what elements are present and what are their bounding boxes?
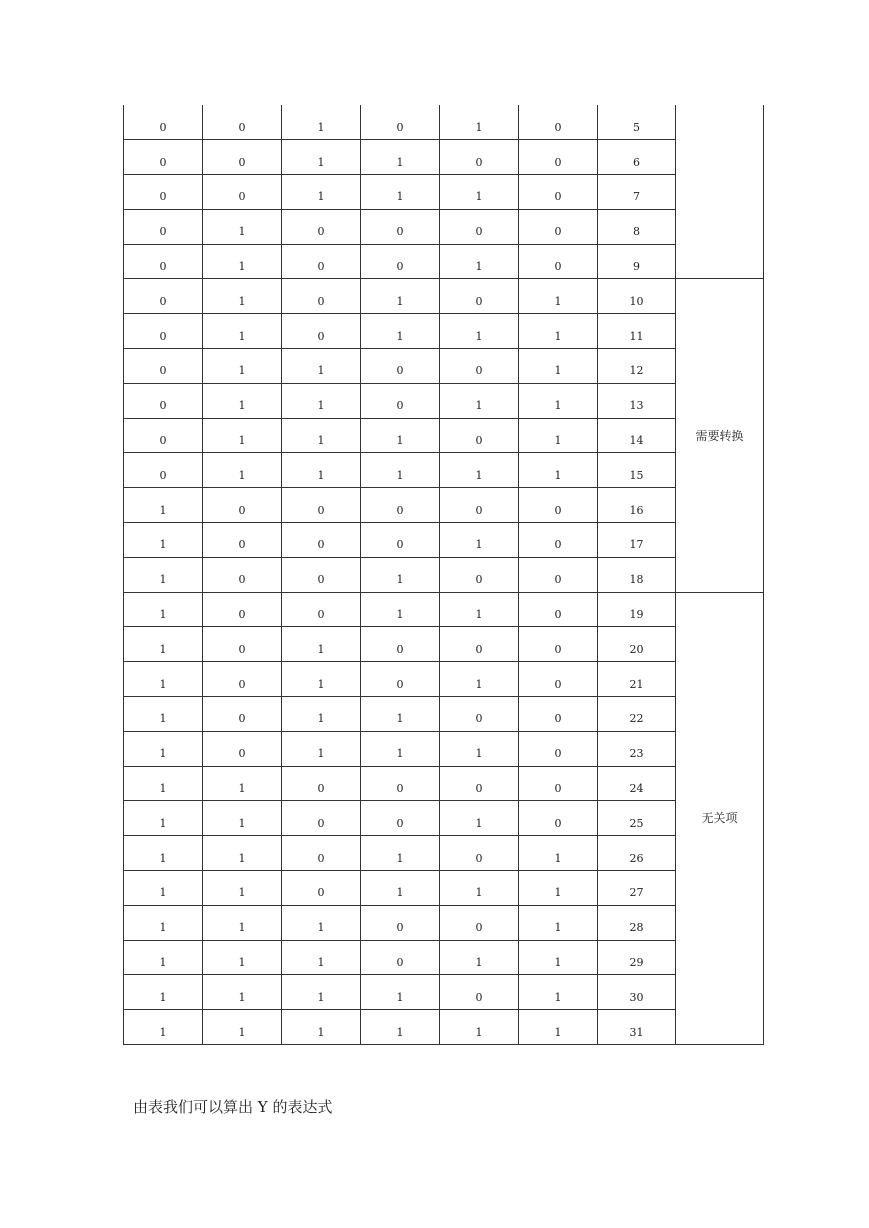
group-label-cell: 需要转换 xyxy=(676,279,764,592)
bit-cell: 0 xyxy=(203,140,282,175)
bit-cell: 1 xyxy=(203,766,282,801)
bit-cell: 0 xyxy=(282,592,361,627)
bit-cell: 0 xyxy=(282,836,361,871)
index-cell: 14 xyxy=(598,418,676,453)
bit-cell: 1 xyxy=(203,940,282,975)
table-body xyxy=(124,105,764,1045)
bit-cell: 1 xyxy=(519,905,598,940)
bit-cell: 0 xyxy=(203,662,282,697)
bit-cell: 0 xyxy=(124,279,203,314)
bit-cell: 1 xyxy=(124,627,203,662)
bit-cell: 0 xyxy=(361,940,440,975)
table-row xyxy=(124,975,764,1010)
table-row xyxy=(124,697,764,732)
bit-cell: 1 xyxy=(361,175,440,210)
bit-cell: 1 xyxy=(519,314,598,349)
bit-cell: 1 xyxy=(282,905,361,940)
bit-cell: 0 xyxy=(124,383,203,418)
index-cell: 26 xyxy=(598,836,676,871)
bit-cell: 1 xyxy=(203,279,282,314)
bit-cell: 1 xyxy=(124,871,203,906)
index-cell: 11 xyxy=(598,314,676,349)
bit-cell: 1 xyxy=(440,105,519,140)
bit-cell: 1 xyxy=(282,349,361,384)
bit-cell: 0 xyxy=(361,244,440,279)
table-row xyxy=(124,801,764,836)
bit-cell: 1 xyxy=(203,209,282,244)
index-cell: 27 xyxy=(598,871,676,906)
index-cell: 7 xyxy=(598,175,676,210)
bit-cell: 1 xyxy=(440,383,519,418)
index-cell: 20 xyxy=(598,627,676,662)
bit-cell: 0 xyxy=(124,244,203,279)
bit-cell: 1 xyxy=(519,383,598,418)
bit-cell: 1 xyxy=(519,349,598,384)
bit-cell: 1 xyxy=(124,801,203,836)
bit-cell: 0 xyxy=(361,627,440,662)
bit-cell: 0 xyxy=(282,766,361,801)
bit-cell: 0 xyxy=(519,662,598,697)
table-row xyxy=(124,488,764,523)
bit-cell: 1 xyxy=(361,279,440,314)
bit-cell: 0 xyxy=(203,175,282,210)
table-row xyxy=(124,418,764,453)
bit-cell: 1 xyxy=(519,836,598,871)
bit-cell: 1 xyxy=(203,314,282,349)
footer-paragraph: 由表我们可以算出 Y 的表达式 xyxy=(133,1098,333,1116)
bit-cell: 0 xyxy=(440,627,519,662)
index-cell: 5 xyxy=(598,105,676,140)
bit-cell: 1 xyxy=(124,592,203,627)
bit-cell: 1 xyxy=(124,697,203,732)
bit-cell: 1 xyxy=(440,592,519,627)
index-cell: 31 xyxy=(598,1010,676,1045)
bit-cell: 1 xyxy=(361,1010,440,1045)
bit-cell: 0 xyxy=(519,244,598,279)
table-row xyxy=(124,662,764,697)
table-row xyxy=(124,871,764,906)
bit-cell: 1 xyxy=(282,697,361,732)
bit-cell: 1 xyxy=(203,453,282,488)
bit-cell: 0 xyxy=(203,523,282,558)
table-row xyxy=(124,731,764,766)
bit-cell: 0 xyxy=(203,488,282,523)
bit-cell: 0 xyxy=(440,279,519,314)
bit-cell: 0 xyxy=(440,349,519,384)
bit-cell: 1 xyxy=(282,731,361,766)
index-cell: 23 xyxy=(598,731,676,766)
bit-cell: 1 xyxy=(519,975,598,1010)
bit-cell: 1 xyxy=(124,940,203,975)
bit-cell: 0 xyxy=(440,697,519,732)
bit-cell: 1 xyxy=(203,905,282,940)
bit-cell: 0 xyxy=(440,418,519,453)
bit-cell: 0 xyxy=(361,383,440,418)
bit-cell: 0 xyxy=(124,105,203,140)
bit-cell: 1 xyxy=(361,557,440,592)
bit-cell: 1 xyxy=(361,140,440,175)
table-row xyxy=(124,905,764,940)
bit-cell: 1 xyxy=(203,1010,282,1045)
bit-cell: 1 xyxy=(282,175,361,210)
bit-cell: 0 xyxy=(440,209,519,244)
index-cell: 15 xyxy=(598,453,676,488)
table-row xyxy=(124,175,764,210)
bit-cell: 1 xyxy=(519,940,598,975)
index-cell: 22 xyxy=(598,697,676,732)
bit-cell: 1 xyxy=(203,871,282,906)
bit-cell: 0 xyxy=(124,140,203,175)
index-cell: 21 xyxy=(598,662,676,697)
bit-cell: 1 xyxy=(519,1010,598,1045)
bit-cell: 1 xyxy=(282,418,361,453)
bit-cell: 0 xyxy=(282,871,361,906)
bit-cell: 1 xyxy=(440,871,519,906)
bit-cell: 0 xyxy=(361,209,440,244)
bit-cell: 0 xyxy=(519,175,598,210)
bit-cell: 0 xyxy=(519,140,598,175)
index-cell: 28 xyxy=(598,905,676,940)
bit-cell: 1 xyxy=(440,662,519,697)
bit-cell: 1 xyxy=(282,1010,361,1045)
bit-cell: 1 xyxy=(361,592,440,627)
bit-cell: 0 xyxy=(519,697,598,732)
bit-cell: 1 xyxy=(203,349,282,384)
table-row xyxy=(124,244,764,279)
table-row xyxy=(124,592,764,627)
bit-cell: 1 xyxy=(124,836,203,871)
bit-cell: 0 xyxy=(124,175,203,210)
bit-cell: 0 xyxy=(440,905,519,940)
bit-cell: 0 xyxy=(282,244,361,279)
index-cell: 10 xyxy=(598,279,676,314)
bit-cell: 0 xyxy=(440,766,519,801)
bit-cell: 0 xyxy=(282,279,361,314)
bit-cell: 1 xyxy=(124,905,203,940)
bit-cell: 1 xyxy=(203,418,282,453)
bit-cell: 1 xyxy=(282,662,361,697)
table-row xyxy=(124,383,764,418)
bit-cell: 0 xyxy=(440,488,519,523)
bit-cell: 0 xyxy=(282,314,361,349)
index-cell: 17 xyxy=(598,523,676,558)
table-row xyxy=(124,314,764,349)
table-row xyxy=(124,836,764,871)
bit-cell: 0 xyxy=(361,105,440,140)
bit-cell: 0 xyxy=(124,209,203,244)
table-row xyxy=(124,349,764,384)
bit-cell: 1 xyxy=(361,453,440,488)
bit-cell: 0 xyxy=(519,766,598,801)
bit-cell: 1 xyxy=(282,140,361,175)
bit-cell: 0 xyxy=(282,523,361,558)
bit-cell: 0 xyxy=(519,801,598,836)
bit-cell: 1 xyxy=(440,244,519,279)
bit-cell: 1 xyxy=(519,871,598,906)
bit-cell: 1 xyxy=(361,697,440,732)
bit-cell: 1 xyxy=(361,836,440,871)
table-row xyxy=(124,557,764,592)
bit-cell: 1 xyxy=(203,836,282,871)
bit-cell: 0 xyxy=(519,523,598,558)
index-cell: 24 xyxy=(598,766,676,801)
bit-cell: 1 xyxy=(282,105,361,140)
table-row xyxy=(124,523,764,558)
bit-cell: 1 xyxy=(124,1010,203,1045)
bit-cell: 1 xyxy=(282,940,361,975)
table-row xyxy=(124,940,764,975)
table-row xyxy=(124,140,764,175)
bit-cell: 0 xyxy=(361,488,440,523)
bit-cell: 0 xyxy=(124,418,203,453)
bit-cell: 1 xyxy=(361,871,440,906)
bit-cell: 1 xyxy=(519,279,598,314)
index-cell: 9 xyxy=(598,244,676,279)
bit-cell: 0 xyxy=(361,349,440,384)
bit-cell: 0 xyxy=(124,314,203,349)
bit-cell: 0 xyxy=(440,975,519,1010)
bit-cell: 1 xyxy=(203,801,282,836)
table-row xyxy=(124,1010,764,1045)
index-cell: 12 xyxy=(598,349,676,384)
bit-cell: 1 xyxy=(124,731,203,766)
index-cell: 8 xyxy=(598,209,676,244)
bit-cell: 1 xyxy=(124,557,203,592)
bit-cell: 0 xyxy=(203,731,282,766)
bit-cell: 0 xyxy=(519,105,598,140)
bit-cell: 1 xyxy=(282,975,361,1010)
bit-cell: 1 xyxy=(282,453,361,488)
table-row xyxy=(124,627,764,662)
bit-cell: 0 xyxy=(519,488,598,523)
index-cell: 18 xyxy=(598,557,676,592)
bit-cell: 1 xyxy=(440,801,519,836)
group-label-cell xyxy=(676,105,764,279)
index-cell: 13 xyxy=(598,383,676,418)
bit-cell: 0 xyxy=(519,557,598,592)
bit-cell: 1 xyxy=(124,766,203,801)
bit-cell: 1 xyxy=(440,453,519,488)
bit-cell: 1 xyxy=(282,383,361,418)
bit-cell: 1 xyxy=(440,314,519,349)
index-cell: 6 xyxy=(598,140,676,175)
index-cell: 30 xyxy=(598,975,676,1010)
bit-cell: 1 xyxy=(203,975,282,1010)
group-label-cell: 无关项 xyxy=(676,592,764,1044)
table-row xyxy=(124,453,764,488)
index-cell: 25 xyxy=(598,801,676,836)
bit-cell: 0 xyxy=(519,209,598,244)
bit-cell: 1 xyxy=(440,731,519,766)
bit-cell: 0 xyxy=(361,523,440,558)
bit-cell: 0 xyxy=(519,627,598,662)
table-row xyxy=(124,279,764,314)
bit-cell: 0 xyxy=(124,453,203,488)
bit-cell: 0 xyxy=(440,557,519,592)
bit-cell: 1 xyxy=(124,488,203,523)
bit-cell: 1 xyxy=(519,418,598,453)
bit-cell: 1 xyxy=(440,175,519,210)
index-cell: 19 xyxy=(598,592,676,627)
table-row xyxy=(124,766,764,801)
bit-cell: 1 xyxy=(124,975,203,1010)
index-cell: 16 xyxy=(598,488,676,523)
bit-cell: 0 xyxy=(440,836,519,871)
bit-cell: 0 xyxy=(282,801,361,836)
bit-cell: 0 xyxy=(203,557,282,592)
bit-cell: 1 xyxy=(203,244,282,279)
bit-cell: 1 xyxy=(124,523,203,558)
bit-cell: 0 xyxy=(124,349,203,384)
bit-cell: 1 xyxy=(203,383,282,418)
bit-cell: 0 xyxy=(282,488,361,523)
bit-cell: 1 xyxy=(440,940,519,975)
bit-cell: 1 xyxy=(361,975,440,1010)
bit-cell: 0 xyxy=(282,209,361,244)
bit-cell: 1 xyxy=(361,418,440,453)
table-row xyxy=(124,209,764,244)
bit-cell: 0 xyxy=(203,697,282,732)
bit-cell: 0 xyxy=(519,592,598,627)
bit-cell: 1 xyxy=(124,662,203,697)
bit-cell: 1 xyxy=(440,523,519,558)
bit-cell: 0 xyxy=(282,557,361,592)
bit-cell: 0 xyxy=(361,662,440,697)
bit-cell: 0 xyxy=(203,105,282,140)
bit-cell: 1 xyxy=(361,314,440,349)
truth-table xyxy=(123,105,764,1045)
bit-cell: 0 xyxy=(203,592,282,627)
bit-cell: 0 xyxy=(361,766,440,801)
bit-cell: 1 xyxy=(361,731,440,766)
bit-cell: 0 xyxy=(519,731,598,766)
bit-cell: 0 xyxy=(361,905,440,940)
bit-cell: 1 xyxy=(282,627,361,662)
bit-cell: 1 xyxy=(440,1010,519,1045)
table-row xyxy=(124,105,764,140)
bit-cell: 1 xyxy=(519,453,598,488)
index-cell: 29 xyxy=(598,940,676,975)
bit-cell: 0 xyxy=(361,801,440,836)
bit-cell: 0 xyxy=(203,627,282,662)
bit-cell: 0 xyxy=(440,140,519,175)
